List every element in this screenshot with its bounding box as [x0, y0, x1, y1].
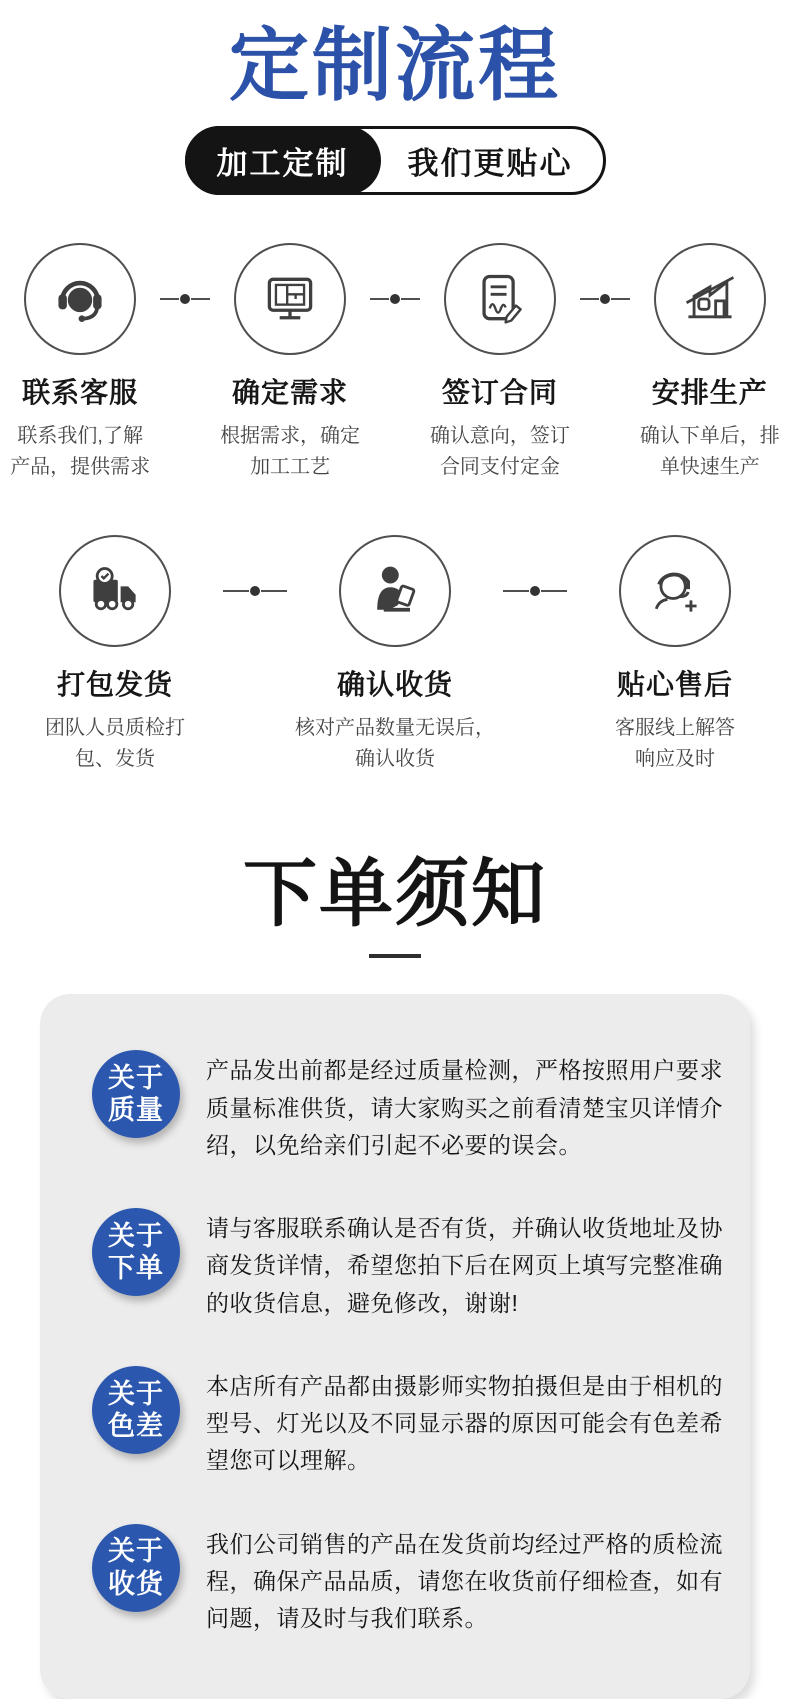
step-title: 安排生产 [651, 377, 768, 408]
notes-section-title: 下单须知 [243, 852, 547, 935]
process-step-shipping [7, 535, 223, 775]
connector-line [370, 298, 389, 300]
note-item-quality [68, 1050, 724, 1164]
connector-line [541, 590, 567, 592]
connector-line [611, 298, 630, 300]
step-title: 确定需求 [232, 377, 349, 408]
connector-line [191, 298, 210, 300]
step-circle [444, 243, 556, 355]
step-title: 确认收货 [336, 669, 453, 700]
step-connector [580, 243, 630, 355]
connector-dot [390, 294, 400, 304]
note-text: 本店所有产品都由摄影师实物拍摄但是由于相机的型号、灯光以及不同显示器的原因可能会有色差希望您可以理解。 [206, 1372, 723, 1474]
step-circle [654, 243, 766, 355]
connector-dot [250, 586, 260, 596]
receive-check-icon [365, 561, 425, 621]
step-connector [223, 535, 287, 647]
connector-line [503, 590, 529, 592]
note-badge-line2: 下单 [108, 1253, 164, 1284]
note-badge-line1: 关于 [108, 1536, 164, 1567]
badge-row [0, 126, 790, 195]
step-desc: 确认下单后，排单快速生产 [639, 425, 780, 478]
process-section-title: 定制流程 [229, 21, 561, 110]
badge-pill [185, 126, 606, 195]
note-badge-receipt [92, 1524, 180, 1612]
note-badge-line1: 关于 [108, 1063, 164, 1093]
badge-right-label: 我们更贴心 [407, 146, 573, 181]
step-desc: 确认意向，签订合同支付定金 [429, 425, 570, 478]
step-circle [339, 535, 451, 647]
aftersale-service-icon [645, 561, 705, 621]
connector-line [223, 590, 249, 592]
badge-left-label: 加工定制 [185, 126, 381, 195]
process-step-production [630, 243, 790, 483]
process-step-aftersale [567, 535, 783, 775]
customer-service-icon [50, 269, 110, 329]
process-step-contract [420, 243, 580, 483]
connector-line [160, 298, 179, 300]
note-badge-quality [92, 1050, 180, 1138]
delivery-truck-icon [85, 561, 145, 621]
step-connector [160, 243, 210, 355]
step-title: 签订合同 [441, 377, 558, 408]
step-desc: 根据需求，确定加工工艺 [220, 425, 361, 478]
connector-line [401, 298, 420, 300]
process-step-requirements [210, 243, 370, 483]
note-item-receipt [68, 1524, 724, 1638]
step-connector [370, 243, 420, 355]
note-text: 产品发出前都是经过质量检测，严格按照用户要求质量标准供货，请大家购买之前看清楚宝贝详情介绍，以免给亲们引起不必要的误会。 [206, 1057, 723, 1158]
note-badge-order [92, 1208, 180, 1296]
step-title: 打包发货 [56, 669, 173, 700]
process-steps-row-2 [0, 535, 790, 775]
connector-line [261, 590, 287, 592]
connector-dot [530, 586, 540, 596]
connector-dot [180, 294, 190, 304]
step-title: 联系客服 [22, 377, 139, 408]
note-text: 我们公司销售的产品在发货前均经过严格的质检流程，确保产品品质，请您在收货前仔细检查，如有问题，请及时与我们联系。 [206, 1530, 723, 1632]
step-circle [234, 243, 346, 355]
notes-panel [40, 994, 750, 1699]
step-circle [59, 535, 171, 647]
note-badge-line2: 质量 [108, 1095, 164, 1126]
title-underline [369, 954, 421, 958]
connector-line [580, 298, 599, 300]
note-badge-line2: 收货 [108, 1568, 164, 1599]
custom-process-section [0, 22, 790, 775]
factory-icon [680, 269, 740, 329]
step-title: 贴心售后 [616, 669, 733, 700]
monitor-icon [260, 269, 320, 329]
process-step-receipt [287, 535, 503, 775]
note-text: 请与客服联系确认是否有货，并确认收货地址及协商发货详情，希望您拍下后在网页上填写完整准确的收货信息，避免修改，谢谢! [206, 1215, 723, 1316]
step-circle [619, 535, 731, 647]
note-badge-line2: 色差 [108, 1410, 164, 1441]
process-step-contact [0, 243, 160, 483]
step-connector [503, 535, 567, 647]
step-desc: 联系我们,了解产品，提供需求 [10, 425, 151, 478]
note-badge-color [92, 1366, 180, 1454]
step-desc: 客服线上解答响应及时 [615, 717, 735, 770]
note-badge-line1: 关于 [108, 1220, 164, 1251]
step-circle [24, 243, 136, 355]
note-item-order [68, 1208, 724, 1322]
step-desc: 团队人员质检打包、发货 [45, 717, 185, 770]
note-item-color [68, 1366, 724, 1480]
note-badge-line1: 关于 [108, 1378, 164, 1409]
order-notes-section [0, 853, 790, 1699]
connector-dot [600, 294, 610, 304]
contract-icon [470, 269, 530, 329]
step-desc: 核对产品数量无误后，确认收货 [295, 717, 495, 770]
process-steps-row-1 [0, 243, 790, 483]
